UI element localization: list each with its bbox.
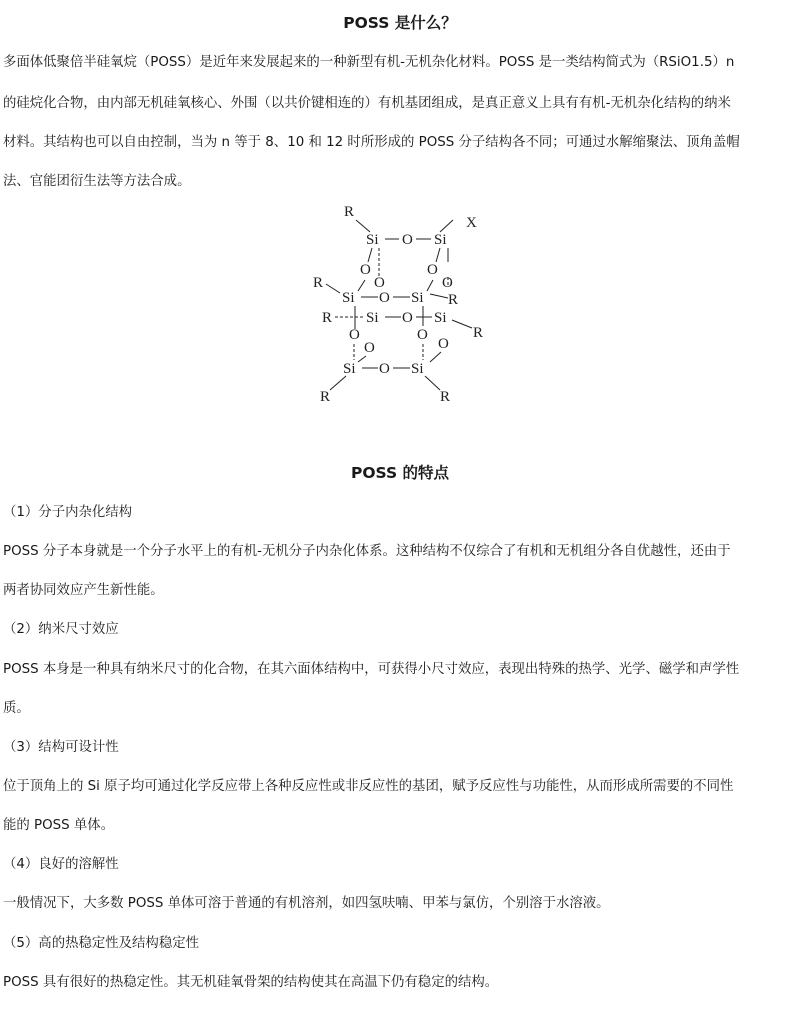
label-r-lower-left: R: [322, 310, 333, 326]
atom-si-5: Si: [366, 310, 379, 326]
atom-si-2: Si: [434, 232, 447, 248]
label-r-lower-right: R: [473, 325, 484, 341]
atom-o-2: O: [360, 262, 371, 278]
bond: [358, 280, 365, 291]
label-r-mid-left: R: [313, 275, 324, 291]
bond: [425, 376, 440, 390]
label-r-bottom-right: R: [440, 389, 451, 405]
label-r-bottom-left: R: [320, 389, 331, 405]
atom-si-3: Si: [342, 290, 355, 306]
label-x: X: [466, 215, 477, 231]
atom-o-3: O: [374, 275, 385, 291]
feature-3-line-2: 能的 POSS 单体。: [3, 818, 115, 833]
feature-1-line-1: POSS 分子本身就是一个分子水平上的有机-无机分子内杂化体系。这种结构不仅综合了有机和无机组分各自优越性，还由于: [3, 544, 731, 559]
atom-o-1: O: [402, 232, 413, 248]
bond: [430, 294, 448, 298]
atom-o-12: O: [379, 361, 390, 377]
feature-4-heading: （4）良好的溶解性: [3, 857, 119, 872]
bond: [358, 356, 366, 362]
atom-si-4: Si: [411, 290, 424, 306]
bond: [356, 220, 370, 232]
atom-o-9: O: [364, 340, 375, 356]
feature-3-line-1: 位于顶角上的 Si 原子均可通过化学反应带上各种反应性或非反应性的基团，赋予反应性与功能性，从而形成所需要的不同性: [3, 779, 734, 794]
atom-si-8: Si: [411, 361, 424, 377]
feature-5-line-1: POSS 具有很好的热稳定性。其无机硅氧骨架的结构使其在高温下仍有稳定的结构。: [3, 975, 499, 990]
feature-2-line-1: POSS 本身是一种具有纳米尺寸的化合物，在其六面体结构中，可获得小尺寸效应，表现出特殊的热学、光学、磁学和声学性: [3, 662, 740, 677]
atom-si-1: Si: [366, 232, 379, 248]
feature-5-heading: （5）高的热稳定性及结构稳定性: [3, 936, 199, 951]
feature-1-line-2: 两者协同效应产生新性能。: [3, 583, 164, 598]
bond: [436, 248, 440, 262]
atom-si-7: Si: [343, 361, 356, 377]
bond: [440, 220, 453, 232]
atom-o-10: O: [417, 327, 428, 343]
feature-2-line-2: 质。: [3, 701, 30, 716]
atom-o-8: O: [349, 327, 360, 343]
atom-o-7: O: [402, 310, 413, 326]
atom-o-5: O: [442, 275, 453, 291]
intro-line-3: 材料。其结构也可以自由控制，当为 n 等于 8、10 和 12 时所形成的 POSS 分子结构各不同；可通过水解缩聚法、顶角盖帽: [3, 135, 740, 150]
atom-o-11: O: [438, 336, 449, 352]
atom-o-6: O: [379, 290, 390, 306]
bond: [452, 320, 472, 328]
atom-si-6: Si: [434, 310, 447, 326]
bond: [326, 284, 340, 293]
atom-o-4: O: [427, 262, 438, 278]
feature-2-heading: （2）纳米尺寸效应: [3, 622, 119, 637]
bond: [330, 376, 346, 390]
bond: [368, 248, 372, 262]
label-r-top-left: R: [344, 204, 355, 220]
intro-line-2: 的硅烷化合物，由内部无机硅氧核心、外围（以共价键相连的）有机基团组成，是真正意义上具有有机-无机杂化结构的纳米: [3, 96, 731, 111]
bond: [430, 352, 441, 362]
feature-4-line-1: 一般情况下，大多数 POSS 单体可溶于普通的有机溶剂，如四氢呋喃、甲苯与氯仿，个别溶于水溶液。: [3, 896, 610, 911]
features-title: POSS 的特点: [350, 464, 450, 482]
label-r-mid-right: R: [448, 292, 459, 308]
page-title: POSS 是什么？: [343, 14, 457, 32]
poss-structure-diagram: [300, 198, 500, 408]
feature-3-heading: （3）结构可设计性: [3, 740, 119, 755]
bond: [427, 280, 433, 291]
feature-1-heading: （1）分子内杂化结构: [3, 505, 133, 520]
intro-line-1: 多面体低聚倍半硅氧烷（POSS）是近年来发展起来的一种新型有机-无机杂化材料。POSS 是一类结构简式为（RSiO1.5）n: [3, 55, 735, 70]
intro-line-4: 法、官能团衍生法等方法合成。: [3, 174, 191, 189]
